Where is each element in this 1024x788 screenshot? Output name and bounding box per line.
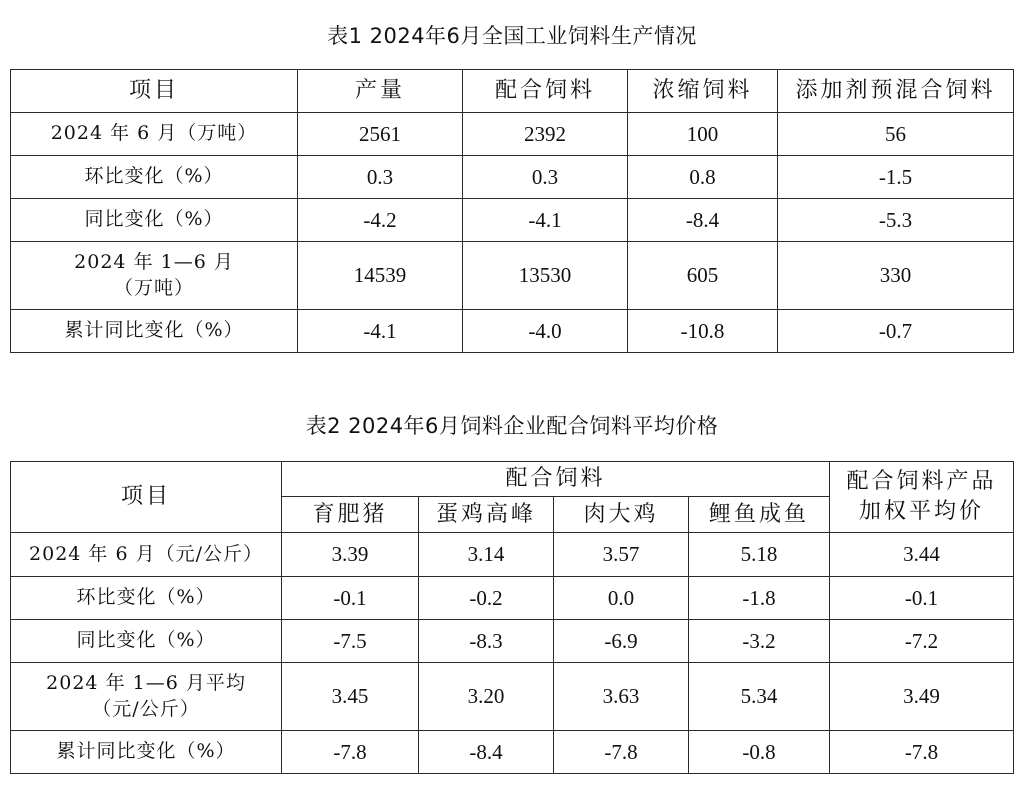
table-cell: 0.8 — [628, 156, 778, 199]
subheader-broiler: 肉大鸡 — [554, 497, 689, 533]
table-cell: 13530 — [463, 242, 628, 310]
table-cell: 100 — [628, 113, 778, 156]
row-label: 环比变化（%） — [11, 156, 298, 199]
table-cell: 14539 — [298, 242, 463, 310]
weighted-header-line2: 加权平均价 — [859, 499, 985, 524]
table-cell: -7.8 — [282, 731, 419, 774]
table1-caption: 表1 2024年6月全国工业饲料生产情况 — [327, 24, 697, 48]
table1-header-concentrated-feed: 浓缩饲料 — [628, 70, 778, 113]
table-cell: 3.20 — [419, 663, 554, 731]
table-row — [11, 242, 1014, 310]
weighted-header-line1: 配合饲料产品 — [846, 469, 997, 495]
table-cell: 0.3 — [298, 156, 463, 199]
table-cell: -0.8 — [689, 731, 830, 774]
table-cell: -8.4 — [628, 199, 778, 242]
table-cell: 2392 — [463, 113, 628, 156]
table2-header-weighted-price — [830, 462, 1014, 533]
table-cell: -6.9 — [554, 620, 689, 663]
row-label: 同比变化（%） — [11, 620, 282, 663]
table1-header-compound-feed: 配合饲料 — [463, 70, 628, 113]
table1-header-row — [11, 70, 1014, 113]
table-cell: 3.39 — [282, 533, 419, 577]
table2-header-item: 项目 — [11, 462, 282, 533]
table-cell: -4.1 — [298, 310, 463, 353]
table1-header-item: 项目 — [11, 70, 298, 113]
subheader-laying-hen-peak: 蛋鸡高峰 — [419, 497, 554, 533]
table-row — [11, 156, 1014, 199]
table-cell: -7.8 — [830, 731, 1014, 774]
table-cell: 3.45 — [282, 663, 419, 731]
row-label: 同比变化（%） — [11, 199, 298, 242]
table-cell: -0.1 — [830, 577, 1014, 620]
table-cell: 0.0 — [554, 577, 689, 620]
row-label-line2: （元/公斤） — [92, 697, 200, 720]
table-cell: 605 — [628, 242, 778, 310]
table-cell: -1.5 — [778, 156, 1014, 199]
table-row — [11, 663, 1014, 731]
table-cell: -4.0 — [463, 310, 628, 353]
table-cell: 3.63 — [554, 663, 689, 731]
row-label — [11, 242, 298, 310]
row-label-line2: （万吨） — [113, 276, 194, 299]
row-label: 累计同比变化（%） — [11, 310, 298, 353]
table-cell: -8.4 — [419, 731, 554, 774]
table2-header-compound-feed: 配合饲料 — [282, 462, 830, 497]
table-cell: -0.1 — [282, 577, 419, 620]
table-row — [11, 533, 1014, 577]
table-cell: -0.7 — [778, 310, 1014, 353]
row-label-line1: 2024 年 1—6 月 — [74, 250, 234, 273]
subheader-fattening-pig: 育肥猪 — [282, 497, 419, 533]
table-cell: -8.3 — [419, 620, 554, 663]
row-label: 环比变化（%） — [11, 577, 282, 620]
row-label: 2024 年 6 月（元/公斤） — [11, 533, 282, 577]
table-row — [11, 620, 1014, 663]
table-row — [11, 199, 1014, 242]
table-cell: -3.2 — [689, 620, 830, 663]
table-cell: 0.3 — [463, 156, 628, 199]
table-cell: -7.2 — [830, 620, 1014, 663]
table-row — [11, 731, 1014, 774]
feed-price-table — [10, 461, 1014, 774]
table-cell: 56 — [778, 113, 1014, 156]
table-cell: -7.5 — [282, 620, 419, 663]
table-cell: -4.1 — [463, 199, 628, 242]
table-cell: 3.14 — [419, 533, 554, 577]
table1-header-premix-feed: 添加剂预混合饲料 — [778, 70, 1014, 113]
table2-header-row — [11, 462, 1014, 497]
table-cell: -0.2 — [419, 577, 554, 620]
table-cell: -5.3 — [778, 199, 1014, 242]
subheader-adult-carp: 鲤鱼成鱼 — [689, 497, 830, 533]
table2-caption: 表2 2024年6月饲料企业配合饲料平均价格 — [305, 414, 719, 438]
table1-header-output: 产量 — [298, 70, 463, 113]
row-label — [11, 663, 282, 731]
row-label-line1: 2024 年 1—6 月平均 — [46, 671, 246, 694]
table-cell: -7.8 — [554, 731, 689, 774]
table-row — [11, 113, 1014, 156]
table-cell: 5.34 — [689, 663, 830, 731]
table-cell: 3.44 — [830, 533, 1014, 577]
table-row — [11, 310, 1014, 353]
table-cell: 3.57 — [554, 533, 689, 577]
feed-production-table — [10, 69, 1014, 353]
table-cell: 330 — [778, 242, 1014, 310]
row-label: 累计同比变化（%） — [11, 731, 282, 774]
table-cell: -4.2 — [298, 199, 463, 242]
row-label: 2024 年 6 月（万吨） — [11, 113, 298, 156]
table-row — [11, 577, 1014, 620]
table-cell: -10.8 — [628, 310, 778, 353]
table-cell: 2561 — [298, 113, 463, 156]
table-cell: 5.18 — [689, 533, 830, 577]
table-cell: 3.49 — [830, 663, 1014, 731]
table-cell: -1.8 — [689, 577, 830, 620]
